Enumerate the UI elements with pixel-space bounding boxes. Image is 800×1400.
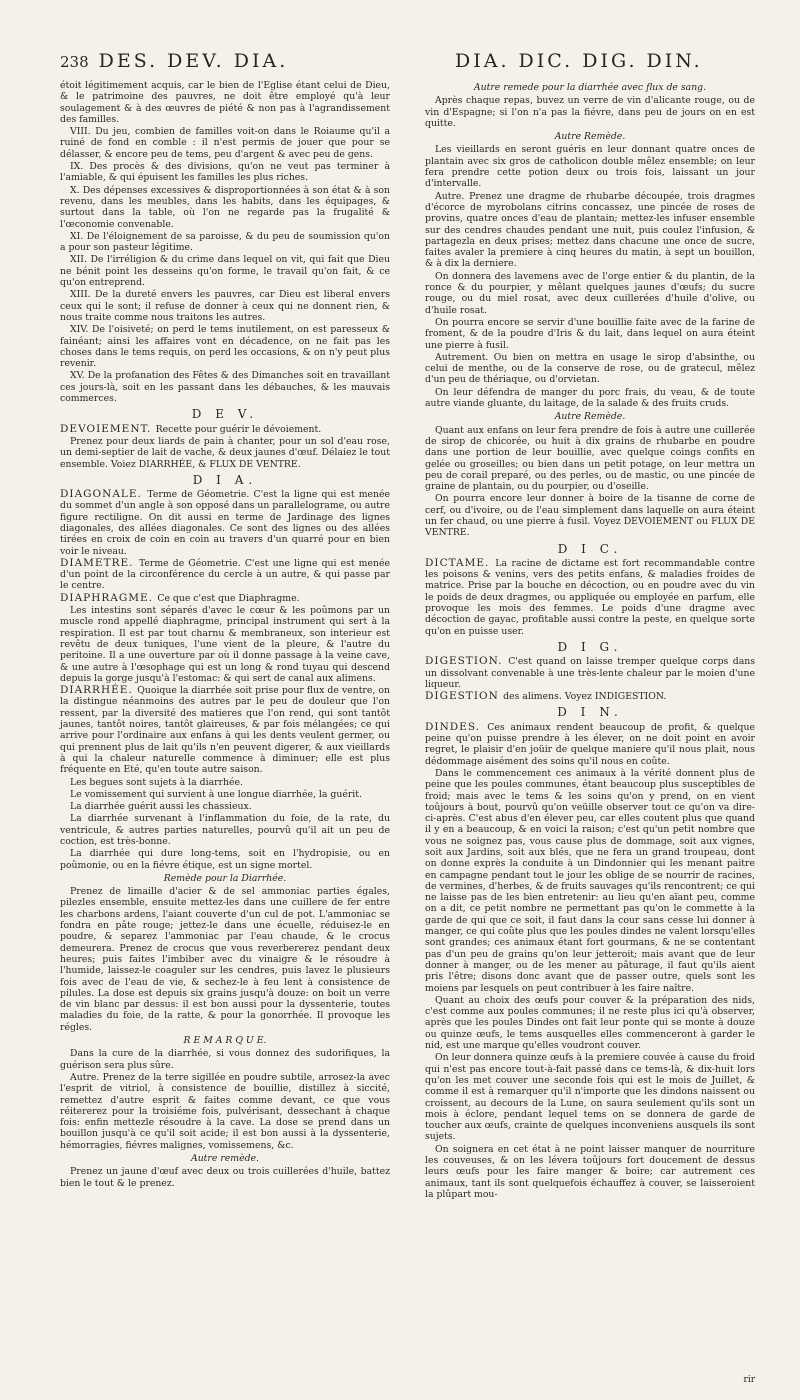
subheading [60,873,390,884]
paragraph [425,1052,755,1142]
paragraph-text: Autre Remède. [554,411,626,423]
section-heading [60,409,390,420]
paragraph-text: Ces animaux rendent beaucoup de profit, & quelque peine qu'on puisse prendre à les élever, on ne doit point en avoir regret, le plaisir d'en joüir de quelque maniere qu'il nous plait, nous dédommage aisément des soins qu'il nous en coûte. [425,721,755,767]
paragraph [425,317,755,351]
paragraph-text: Ce que c'est que Diaphragme. [157,592,300,604]
paragraph-text: Quant au choix des œufs pour couver & la préparation des nids, c'est comme aux poules communes; il ne reste plus ici qu'à observer, après que les poules Dindes ont fait leur ponte qui se monte à douze ou quinze œufs, le tems ausquelles elles commenceront à garder le nid, est une marque qu'elles voudront couver. [425,994,755,1052]
paragraph-text: On pourra encore leur donner à boire de la tisanne de corne de cerf, ou d'ivoire, ou de l'eau simplement dans laquelle on aura éteint un fer chaud, ou une pierre à fusil. Voyez DEVOIEMENT ou FLUX DE VENTRE. [425,493,755,539]
paragraph-text: XIII. De la dureté envers les pauvres, car Dieu est liberal envers ceux qui le sont; il refuse de donner à ceux qui ne donnent rien, & nous traite comme nous traitons les autres. [60,289,390,323]
paragraph [60,161,390,184]
paragraph-text: Remède pour la Diarrhée. [163,872,287,884]
paragraph-text: D I N. [557,705,623,720]
paragraph [425,271,755,316]
paragraph-text: Les begues sont sujets à la diarrhée. [70,776,243,788]
subheading [425,131,755,142]
paragraph-text: La diarrhée guérit aussi les chassieux. [70,801,252,813]
section-heading [425,707,755,718]
left-running-title: DES. DEV. DIA. [98,50,289,72]
paragraph-text: D I C. [557,541,623,556]
paragraph-text: Autre. Prenez une dragme de rhubarbe découpée, trois dragmes d'écorce de myrobolans citrins concassez, une pincée de roses de provins, quatre onces d'eau de plantain; mettez-les infuser ensemble sur des cendres chaudes pendant une nuit, puis coulez l'infusion, & partagezla en deux prises; mettez dans chacune une once de sucre, faites avaler la premiere à cinq heures du matin, à sept un bouillon, & à dix la derniere. [425,190,755,270]
paragraph-text: D I A. [192,472,258,487]
paragraph [425,387,755,410]
subheading [60,1035,390,1046]
paragraph-text: Autre Remède. [554,131,626,143]
paragraph-text: On leur donnera quinze œufs à la premiere couvée à cause du froid qui n'est pas encore tout-à-fait passé dans ce tems-là, & dix-huit lors qu'on les met couver une seconde fois qui est le mois de Juillet, & comme il est à remarquer qu'il n'importe que les dindons naissent ou croissent, au decours de la Lune, on saura seulement qu'ils sont un mois à éclore, pendant lequel tems on se donnera de garde de toucher aux œufs, crainte de quelques inconveniens ausquels ils sont sujets. [425,1052,755,1143]
paragraph-text: D E V. [191,407,259,422]
paragraph-text: VIII. Du jeu, combien de familles voit-on dans le Roiaume qu'il a ruiné de fond en comble : il n'est permis de jouer que pour se délasser, & encore peu de tems, peu d'argent & avec peu de gens. [60,126,390,160]
paragraph-text: XIV. De l'oisiveté; on perd le tems inutilement, on est paresseux & fainéant; ainsi les affaires vont en décadence, on ne fait pas les choses dans le tems requis, on perd les occasions, & on n'y peut plus revenir. [60,324,390,370]
paragraph [425,656,755,690]
paragraph [425,95,755,129]
entry-headword: DICTAME. [425,556,496,569]
paragraph-text: On soignera en cet état à ne point laisser manquer de nourriture les couveuses, & on les lévera toûjours fort doucement de dessus leurs œufs pour les faire manger & boire; car autrement ces animaux, tant ils sont quelquefois échauffez à couver, se laisseroient la plûpart mou- [425,1143,755,1200]
paragraph [60,1166,390,1189]
page-number: 238 [60,53,89,71]
section-heading [425,541,755,556]
paragraph [60,424,390,435]
paragraph-text: Terme de Géometrie. C'est une ligne qui est menée d'un point de la circonférence du cercle à un autre, & qui passe par le centre. [60,557,390,592]
paragraph-text: Quoique la diarrhée soit prise pour flux de ventre, on la distingue néanmoins des autres par le peu de douleur que l'on ressent, par la diversité des matieres que l'on rend, qui sont tantôt jaunes, tantôt noires, tantôt glaireuses, & par fois mélangées; ce qui arrive pour l'ordinaire aux enfans à qui les dents veulent germer, ou qui prennent plus de lait qu'ils n'en peuvent digerer, & aux vieillards à qui la chaleur naturelle commence à diminuer; elle est plus fréquente en Eté, qu'en toute autre saison. [60,685,390,776]
entry-headword: DINDES. [425,720,488,733]
paragraph [60,489,390,557]
paragraph-text: C'est quand on laisse tremper quelque corps dans un dissolvant convenable à une très-lente chaleur par le moien d'une liqueur. [425,656,755,690]
paragraph-text: Dans le commencement ces animaux à la vérité donnent plus de peine que les poules communes, étant beaucoup plus susceptibles de froid; mais avec le tems & les soins qu'on y prend, on en vient toûjours à bout, pourvû qu'on veüille observer tout ce qu'on va dire-ci-après. C'est abus d'en élever peu, car elles coutent plus que quand il y en a beaucoup, & en voici la raison; c'est qu'un petit nombre que vous ne soignez pas, vous cause plus de dommage, soit aux vignes, soit aux Jardins, soit aux blés, que ne fera un grand troupeau, dont on donne exprès la conduite à un Dindonnier qui les menant paitre en campagne pendant tout le jour les oblige de se nourrir de racines, de vermines, d'herbes, & de fruits sauvages qu'ils rencontrent; ce qui ne laisse pas de les bien entretenir: au lieu qu'en aïant peu, comme on a dit, ce petit nombre ne permettant pas qu'on le commette à la garde de qui que ce soit, il faut dans la cour sans cesse lui donner à manger, ce qui coûte plus que les poules dindes ne valent lorsqu'elles sont grandes; ces animaux étant fort gourmans, & ne se contentant pas d'un peu de grains qu'on leur jetteroit; mais avant que de leur donner à manger, ou de les mener au pâturage, il faut qu'ils aient pris l'être; disons donc avant que de passer outre, quels sont les moiens par lesquels on peut contribuer à les faire naître. [425,767,755,994]
paragraph [60,886,390,1033]
paragraph-text: On donnera des lavemens avec de l'orge entier & du plantin, de la ronce & du pourpier, y mêlant quelques jaunes d'œufs; du sucre rouge, ou du miel rosat, avec deux cuillerées d'huile d'olive, ou d'huile rosat. [425,270,755,316]
paragraph-text: R E M A R Q U E. [183,1035,267,1047]
paragraph [425,558,755,637]
paragraph [60,370,390,404]
entry-headword: DIAMETRE. [60,556,139,569]
entry-headword: DEVOIEMENT. [60,422,156,435]
paragraph-text: Prenez de limaille d'acier & de sel ammoniac parties égales, pilezles ensemble, ensuite mettez-les dans une cuillere de fer entre les charbons ardens, l'aiant couverte d'un cul de pot. L'ammoniac se fondra en pâte rouge; jettez-le dans une écuelle, réduisez-le en poudre, & separez l'ammoniac par l'eau chaude, & le crocus demeurera. Prenez de crocus que vous reverbererez pendant deux heures; puis faites l'imbiber avec du vinaigre & le résoudre à l'humide, laissez-le coaguler sur les cendres, puis lavez le plusieurs fois avec de l'eau de vie, & sechez-le à feu lent à consistence de pilules. La dose est depuis six grains jusqu'à douze: on boit un verre de vin blanc par dessus: il est bon aussi pour la dyssenterie, toutes maladies du foie, de la ratte, & pour la gonorrhée. Il provoque les régles. [60,886,390,1033]
paragraph [60,801,390,812]
paragraph-text: Autre remede pour la diarrhée avec flux de sang. [473,82,707,93]
subheading [60,1153,390,1164]
paragraph [425,425,755,493]
paragraph [425,768,755,994]
entry-headword: DIGESTION. [425,655,509,668]
paragraph [60,1048,390,1071]
paragraph-text: XI. De l'éloignement de sa paroisse, & du peu de soumission qu'on a pour son pasteur légitime. [60,230,390,254]
paragraph-text: XV. De la profanation des Fêtes & des Dimanches soit en travaillant ces jours-là, soit en les passant dans les débauches, & les mauvais commerces. [60,370,390,405]
paragraph-text: D I G. [557,639,623,654]
paragraph-text: Prenez un jaune d'œuf avec deux ou trois cuillerées d'huile, battez bien le tout & le prenez. [60,1166,390,1189]
section-heading [425,639,755,654]
paragraph [60,185,390,230]
paragraph-text: Quant aux enfans on leur fera prendre de fois à autre une cuillerée de sirop de chicorée, ou huit à dix grains de rhubarbe en poudre dans une portion de leur bouillie, avec quelque coings confits en gelée ou groseilles; ou bien dans un petit potage, on leur mettra un peu de corail preparé, ou des perles, ou de mastic, ou une pincée de graine de plantain, ou du pourpier, ou d'oseille. [425,424,755,493]
right-column [425,80,755,1201]
paragraph-text: Autre. Prenez de la terre sigillée en poudre subtile, arrosez-la avec l'esprit de vitriol, à consistence de bouillie, distillez à siccité, remettez d'autre esprit & faites comme devant, ce que vous réitererez pour la troisiéme fois, pulvérisant, dessechant à chaque fois: enfin mettezle résoudre à la cave. La dose se prend dans un bouillon jusqu'à ce qu'il soit acide; il est bon aussi à la dyssenterie, hémorragies, fiévres malignes, vomissemens, &c. [60,1071,390,1151]
paragraph-text: Autrement. Ou bien on mettra en usage le sirop d'absinthe, ou celui de menthe, ou de la conserve de rose, ou de gratecul, mêlez d'un peu de thériaque, ou d'orvietan. [425,351,755,386]
paragraph-text: On leur défendra de manger du porc frais, du veau, & de toute autre viande gluante, du laitage, de la salade & des fruits cruds. [425,386,755,410]
paragraph [60,436,390,470]
paragraph-text: Les intestins sont séparés d'avec le cœur & les poûmons par un muscle rond appellé diaphragme, principal instrument qui sert à la respiration. Il est par tout charnu & membraneux, son interieur est revêtu de deux tuniques, l'une vient de la pleure, & l'autre du peritoine. Il a une ouverture par où il donne passage à la veine cave, & une autre à l'œsophage qui est un long & rond tuyau qui descend depuis la gorge jusqu'à l'estomac: & qui sert de canal aux alimens. [60,605,390,684]
paragraph [425,691,755,702]
paragraph [60,685,390,775]
paragraph [60,324,390,369]
entry-headword: DIARRHÉE. [60,684,138,697]
left-column [60,80,390,1190]
paragraph [60,254,390,288]
paragraph [60,848,390,871]
paragraph-text: des alimens. Voyez INDIGESTION. [503,691,667,703]
paragraph-text: IX. Des procès & des divisions, qu'on ne veut pas terminer à l'amiable, & qui épuisent les familles les plus riches. [60,161,390,184]
paragraph-text: étoit légitimement acquis, car le bien de l'Eglise étant celui de Dieu, & le patrimoine des pauvres, ne doit être employé qu'à leur soulagement & à des œuvres de piété & non pas à l'agrandissement des familles. [60,80,390,125]
paragraph [425,1144,755,1200]
paragraph-text: La racine de dictame est fort recommandable contre les poisons & venins, vers des petits enfans, & maladies froides de matrice. Prise par la bouche en décoction, ou en poudre avec du vin le poids de deux dragmes, ou appliquée ou employée en parfum, elle provoque les mois des femmes. Le poids d'une dragme avec décoction de gayac, profitable aussi contre la peste, en quelque sorte qu'on en puisse user. [425,557,755,637]
subheading [425,411,755,422]
paragraph-text: Après chaque repas, buvez un verre de vin d'alicante rouge, ou de vin d'Espagne; si l'on n'a pas la fiévre, dans peu de jours on en est quitte. [425,95,755,129]
paragraph [425,191,755,270]
paragraph [60,558,390,592]
paragraph [60,1072,390,1151]
paragraph-text: Prenez pour deux liards de pain à chanter, pour un sol d'eau rose, un demi-septier de lait de vache, & deux jaunes d'œuf. Délaiez le tout ensemble. Voiez DIARRHÉE, & FLUX DE VENTRE. [60,435,390,470]
section-heading [60,472,390,487]
paragraph [60,777,390,788]
paragraph [60,789,390,800]
paragraph [60,813,390,847]
paragraph [60,289,390,323]
subheading [425,82,755,93]
paragraph-text: XII. De l'irréligion & du crime dans lequel on vit, qui fait que Dieu ne bénit point les desseins qu'on forme, le travail qu'on fait, & ce qu'on entreprend. [60,254,390,289]
running-head-right: DIA. DIC. DIG. DIN. [455,50,703,72]
running-head-left [60,50,288,72]
paragraph [425,352,755,386]
paragraph-text: La diarrhée survenant à l'inflammation du foie, de la rate, du ventricule, & autres parties naturelles, pourvû qu'il ait un peu de coction, est très-bonne. [60,813,390,847]
paragraph-text: Les vieillards en seront guéris en leur donnant quatre onces de plantain avec six gros de catholicon double mêlez ensemble; on leur fera prendre cette potion deux ou trois fois, laissant un jour d'intervalle. [425,144,755,190]
paragraph [425,995,755,1051]
entry-headword: DIAGONALE. [60,488,148,501]
entry-headword: DIGESTION [425,690,504,703]
paragraph-text: On pourra encore se servir d'une bouillie faite avec de la farine de froment, & de la poudre d'Iris & du lait, dans lequel on aura éteint une pierre à fusil. [425,316,755,351]
paragraph [60,80,390,125]
paragraph-text: Autre remède. [190,1153,259,1165]
paragraph [425,722,755,767]
paragraph [425,144,755,189]
paragraph-text: Le vomissement qui survient à une longue diarrhée, la guérit. [70,788,362,800]
paragraph [60,231,390,254]
paragraph [425,493,755,538]
paragraph [60,593,390,604]
paragraph-text: Terme de Géometrie. C'est la ligne qui est menée du sommet d'un angle à son opposé dans un parallelograme, ou autre figure rectiligne. On dit aussi en terme de Jardinage des lignes diagonales, des allées diagonales. Ce sont des lignes ou des allées tirées en croix de coin en coin au travers d'un quarré pour en bien voir le niveau. [60,489,390,557]
paragraph [60,126,390,160]
paragraph-text: Recette pour guérir le dévoiement. [155,423,322,435]
paragraph-text: Dans la cure de la diarrhée, si vous donnez des sudorifiques, la guérison sera plus sûre. [60,1048,390,1071]
paragraph [60,605,390,684]
paragraph-text: X. Des dépenses excessives & disproportionnées à son état & à son revenu, dans les meubles, dans les habits, dans les équipages, & surtout dans la table, où l'on ne regarde pas la frugalité & l'œconomie convenable. [60,184,390,230]
paragraph-text: La diarrhée qui dure long-tems, soit en l'hydropisie, ou en poûmonie, ou en la fiévre étique, est un signe mortel. [60,848,390,871]
catchword: rir [743,1375,755,1385]
entry-headword: DIAPHRAGME. [60,591,158,604]
